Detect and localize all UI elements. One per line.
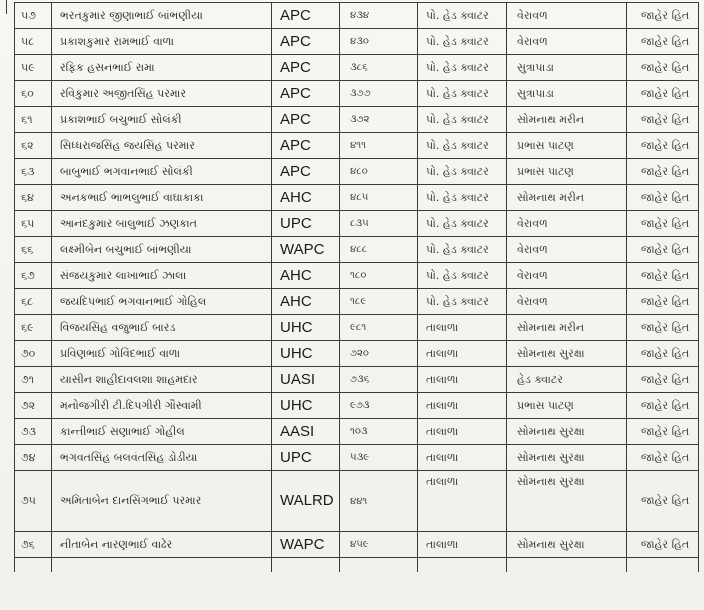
table-row <box>15 315 699 341</box>
employee-name: રફિક હસનભાઈ રામા <box>52 55 272 81</box>
table-row <box>15 289 699 315</box>
employee-name: ભરતકુમાર જીણાભાઈ બાંભણીયા <box>52 3 272 29</box>
rank: APC <box>272 81 340 107</box>
transfer-posting: સોમનાથ મરીન <box>507 185 627 211</box>
rank: UPC <box>272 211 340 237</box>
table-row <box>15 393 699 419</box>
transfer-posting: પ્રભાસ પાટણ <box>507 159 627 185</box>
current-posting: પો. હેડ ક્વાટર <box>418 133 507 159</box>
serial-number: ૬૬ <box>15 237 52 263</box>
empty-cell <box>340 558 418 573</box>
employee-name: વિજયસિંહ વજુભાઈ બારડ <box>52 315 272 341</box>
transfer-posting: વેરાવળ <box>507 29 627 55</box>
buckle-number: ૩૮૬ <box>340 55 418 81</box>
table-row <box>15 133 699 159</box>
transfer-posting: સોમનાથ સુરક્ષા <box>507 445 627 471</box>
current-posting: તાલાળા <box>418 532 507 558</box>
table-row <box>15 367 699 393</box>
serial-number: ૭૨ <box>15 393 52 419</box>
transfer-posting: વેરાવળ <box>507 211 627 237</box>
employee-name: ભગવતસિંહ બલવંતસિંહ ડોડીયા <box>52 445 272 471</box>
serial-number: ૬૨ <box>15 133 52 159</box>
serial-number: ૭૦ <box>15 341 52 367</box>
table-row <box>15 107 699 133</box>
employee-name: મનોજગીરી ટી.દિપગીરી ગૌસ્વામી <box>52 393 272 419</box>
employee-name: બાબુભાઈ ભગવાનભાઈ સોલંકી <box>52 159 272 185</box>
table-row <box>15 263 699 289</box>
serial-number: ૬૦ <box>15 81 52 107</box>
empty-cell <box>272 558 340 573</box>
buckle-number: ૪૮૮ <box>340 237 418 263</box>
employee-name: અમિતાબેન દાનસિંગભાઈ પરમાર <box>52 471 272 532</box>
rank: AHC <box>272 185 340 211</box>
transfer-reason: જાહેર હિત <box>627 185 699 211</box>
rank: UHC <box>272 341 340 367</box>
table-row <box>15 419 699 445</box>
transfer-posting: વેરાવળ <box>507 289 627 315</box>
serial-number: ૫૭ <box>15 3 52 29</box>
current-posting: પો. હેડ ક્વાટર <box>418 185 507 211</box>
serial-number: ૬૭ <box>15 263 52 289</box>
table-row <box>15 81 699 107</box>
empty-cell <box>627 558 699 573</box>
serial-number: ૭૩ <box>15 419 52 445</box>
current-posting: તાલાળા <box>418 315 507 341</box>
transfer-reason: જાહેર હિત <box>627 3 699 29</box>
buckle-number: ૧૦૩ <box>340 419 418 445</box>
serial-number: ૬૧ <box>15 107 52 133</box>
transfer-reason: જાહેર હિત <box>627 315 699 341</box>
serial-number: ૬૩ <box>15 159 52 185</box>
empty-cell <box>418 558 507 573</box>
rank: UHC <box>272 315 340 341</box>
transfer-table <box>14 2 699 572</box>
current-posting: તાલાળા <box>418 419 507 445</box>
table-row <box>15 211 699 237</box>
rank: WAPC <box>272 532 340 558</box>
transfer-posting: હેડ ક્વાટર <box>507 367 627 393</box>
rank: AASI <box>272 419 340 445</box>
buckle-number: ૧૮૦ <box>340 263 418 289</box>
transfer-reason: જાહેર હિત <box>627 393 699 419</box>
transfer-reason: જાહેર હિત <box>627 237 699 263</box>
transfer-reason: જાહેર હિત <box>627 133 699 159</box>
serial-number: ૬૯ <box>15 315 52 341</box>
table-row <box>15 185 699 211</box>
buckle-number: ૭૩૬ <box>340 367 418 393</box>
transfer-reason: જાહેર હિત <box>627 289 699 315</box>
rank: APC <box>272 55 340 81</box>
buckle-number: ૪૧૧ <box>340 133 418 159</box>
serial-number: ૭૧ <box>15 367 52 393</box>
rank: APC <box>272 107 340 133</box>
rank: AHC <box>272 289 340 315</box>
rank: APC <box>272 133 340 159</box>
rank: AHC <box>272 263 340 289</box>
rank: UASI <box>272 367 340 393</box>
employee-name: રવિકુમાર અજીતસિંહ પરમાર <box>52 81 272 107</box>
transfer-posting: સોમનાથ સુરક્ષા <box>507 419 627 445</box>
transfer-posting: સોમનાથ સુરક્ષા <box>507 341 627 367</box>
employee-name: યાસીન શાહીદાવલશા શાહમદાર <box>52 367 272 393</box>
serial-number: ૬૮ <box>15 289 52 315</box>
transfer-reason: જાહેર હિત <box>627 159 699 185</box>
table-row <box>15 159 699 185</box>
buckle-number: ૩૭૨ <box>340 107 418 133</box>
employee-name: જયદિપભાઈ ભગવાનભાઈ ગોહિલ <box>52 289 272 315</box>
transfer-posting: સોમનાથ મરીન <box>507 107 627 133</box>
transfer-posting: પ્રભાસ પાટણ <box>507 393 627 419</box>
current-posting: પો. હેડ ક્વાટર <box>418 107 507 133</box>
table-row <box>15 532 699 558</box>
table-row <box>15 55 699 81</box>
rank: UHC <box>272 393 340 419</box>
buckle-number: ૩૭૭ <box>340 81 418 107</box>
buckle-number: ૪૪૧ <box>340 471 418 532</box>
transfer-reason: જાહેર હિત <box>627 471 699 532</box>
transfer-posting: વેરાવળ <box>507 3 627 29</box>
serial-number: ૭૫ <box>15 471 52 532</box>
employee-name: નીતાબેન નારણભાઈ વાઢેર <box>52 532 272 558</box>
buckle-number: ૮૩૫ <box>340 211 418 237</box>
table-row <box>15 3 699 29</box>
current-posting: તાલાળા <box>418 445 507 471</box>
serial-number: ૬૪ <box>15 185 52 211</box>
rank: APC <box>272 29 340 55</box>
current-posting: પો. હેડ ક્વાટર <box>418 55 507 81</box>
serial-number: ૫૮ <box>15 29 52 55</box>
current-posting: તાલાળા <box>418 367 507 393</box>
current-posting: પો. હેડ ક્વાટર <box>418 3 507 29</box>
buckle-number: ૯૮૧ <box>340 315 418 341</box>
transfer-posting: સુત્રાપાડા <box>507 81 627 107</box>
buckle-number: ૫૩૯ <box>340 445 418 471</box>
rank: APC <box>272 159 340 185</box>
transfer-reason: જાહેર હિત <box>627 445 699 471</box>
current-posting: તાલાળા <box>418 471 507 532</box>
employee-name: અનકભાઈ ભાભલુભાઈ વાઘાકાકા <box>52 185 272 211</box>
current-posting: પો. હેડ ક્વાટર <box>418 237 507 263</box>
employee-name: આનંદકુમાર બાલુભાઈ ઝણકાત <box>52 211 272 237</box>
transfer-reason: જાહેર હિત <box>627 341 699 367</box>
current-posting: પો. હેડ ક્વાટર <box>418 289 507 315</box>
transfer-table-body <box>15 3 699 573</box>
transfer-reason: જાહેર હિત <box>627 211 699 237</box>
empty-cell <box>507 558 627 573</box>
employee-name: પ્રવિણભાઈ ગોવિંદભાઈ વાળા <box>52 341 272 367</box>
transfer-posting: સુત્રાપાડા <box>507 55 627 81</box>
current-posting: પો. હેડ ક્વાટર <box>418 211 507 237</box>
buckle-number: ૪૮૫ <box>340 185 418 211</box>
rank: WALRD <box>272 471 340 532</box>
transfer-posting: વેરાવળ <box>507 237 627 263</box>
rank: WAPC <box>272 237 340 263</box>
table-row <box>15 445 699 471</box>
employee-name: સંજયકુમાર લાખાભાઈ ઝાલા <box>52 263 272 289</box>
current-posting: તાલાળા <box>418 341 507 367</box>
serial-number: ૭૪ <box>15 445 52 471</box>
transfer-reason: જાહેર હિત <box>627 419 699 445</box>
transfer-reason: જાહેર હિત <box>627 81 699 107</box>
employee-name: સિધ્ધરાજસિંહ જયસિંહ પરમાર <box>52 133 272 159</box>
transfer-reason: જાહેર હિત <box>627 263 699 289</box>
table-row <box>15 29 699 55</box>
buckle-number: ૪૩૦ <box>340 29 418 55</box>
transfer-posting: સોમનાથ સુરક્ષા <box>507 532 627 558</box>
table-row <box>15 237 699 263</box>
transfer-posting: સોમનાથ મરીન <box>507 315 627 341</box>
transfer-reason: જાહેર હિત <box>627 55 699 81</box>
employee-name: પ્રકાશકુમાર રામભાઈ વાળા <box>52 29 272 55</box>
current-posting: તાલાળા <box>418 393 507 419</box>
buckle-number: ૪૮૦ <box>340 159 418 185</box>
transfer-posting: સોમનાથ સુરક્ષા <box>507 471 627 532</box>
empty-cell <box>15 558 52 573</box>
serial-number: ૭૬ <box>15 532 52 558</box>
current-posting: પો. હેડ ક્વાટર <box>418 159 507 185</box>
buckle-number: ૪૩૪ <box>340 3 418 29</box>
table-row-partial <box>15 558 699 573</box>
current-posting: પો. હેડ ક્વાટર <box>418 29 507 55</box>
employee-name: પ્રકાશભાઈ બચુભાઈ સોલંકી <box>52 107 272 133</box>
buckle-number: ૧૮૯ <box>340 289 418 315</box>
transfer-reason: જાહેર હિત <box>627 29 699 55</box>
serial-number: ૬૫ <box>15 211 52 237</box>
transfer-reason: જાહેર હિત <box>627 367 699 393</box>
empty-cell <box>52 558 272 573</box>
current-posting: પો. હેડ ક્વાટર <box>418 81 507 107</box>
employee-name: લક્ષ્મીબેન બચુભાઈ બાંભણીયા <box>52 237 272 263</box>
rank: UPC <box>272 445 340 471</box>
buckle-number: ૯૭૩ <box>340 393 418 419</box>
transfer-posting: પ્રભાસ પાટણ <box>507 133 627 159</box>
transfer-reason: જાહેર હિત <box>627 107 699 133</box>
transfer-reason: જાહેર હિત <box>627 532 699 558</box>
table-row <box>15 471 699 532</box>
employee-name: કાન્તીભાઈ સણાભાઈ ગોહીલ <box>52 419 272 445</box>
transfer-posting: વેરાવળ <box>507 263 627 289</box>
buckle-number: ૭૨૦ <box>340 341 418 367</box>
current-posting: પો. હેડ ક્વાટર <box>418 263 507 289</box>
rank: APC <box>272 3 340 29</box>
table-row <box>15 341 699 367</box>
serial-number: ૫૯ <box>15 55 52 81</box>
buckle-number: ૪૫૯ <box>340 532 418 558</box>
